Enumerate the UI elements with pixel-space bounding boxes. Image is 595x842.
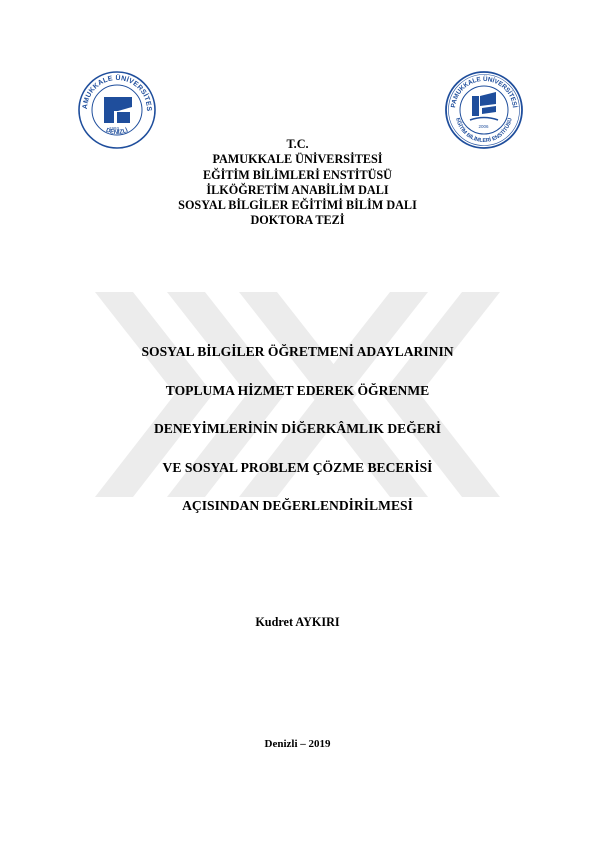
header-line-thesis-type: DOKTORA TEZİ (250, 213, 345, 228)
header-line-institute: EĞİTİM BİLİMLERİ ENSTİTÜSÜ (203, 167, 392, 182)
header-line-university: PAMUKKALE ÜNİVERSİTESİ (212, 152, 383, 167)
header-line-tc: T.C. (286, 137, 309, 151)
logo-year: 2006 (478, 124, 489, 129)
logo-ring-top-text: PAMUKKALE ÜNİVERSİTESİ (450, 75, 518, 109)
logo-ring-top-text: AMUKKALE ÜNİVERSİTES (81, 74, 153, 112)
logo-year: 1992 (109, 126, 120, 131)
thesis-title (0, 343, 595, 536)
logo-ring-bottom-text: EĞİTİM BİLİMLERİ ENSTİTÜSÜ (454, 117, 514, 145)
title-line: TOPLUMA HİZMET EDEREK ÖĞRENME (165, 382, 430, 398)
logo-ring-bottom-text: DENİZLİ (104, 127, 130, 137)
author-name: Kudret AYKIRI (255, 615, 340, 629)
title-line: SOSYAL BİLGİLER ÖĞRETMENİ ADAYLARININ (141, 344, 454, 359)
title-line: DENEYİMLERİNİN DİĞERKÂMLIK DEĞERİ (153, 421, 441, 436)
header-line-department: İLKÖĞRETİM ANABİLİM DALI (206, 182, 389, 197)
institution-header (0, 137, 595, 229)
title-line: VE SOSYAL PROBLEM ÇÖZME BECERİSİ (162, 459, 433, 475)
header-line-division: SOSYAL BİLGİLER EĞİTİMİ BİLİM DALI (178, 198, 417, 213)
place-date: Denizli – 2019 (264, 738, 331, 750)
title-line: AÇISINDAN DEĞERLENDİRİLMESİ (182, 498, 413, 513)
